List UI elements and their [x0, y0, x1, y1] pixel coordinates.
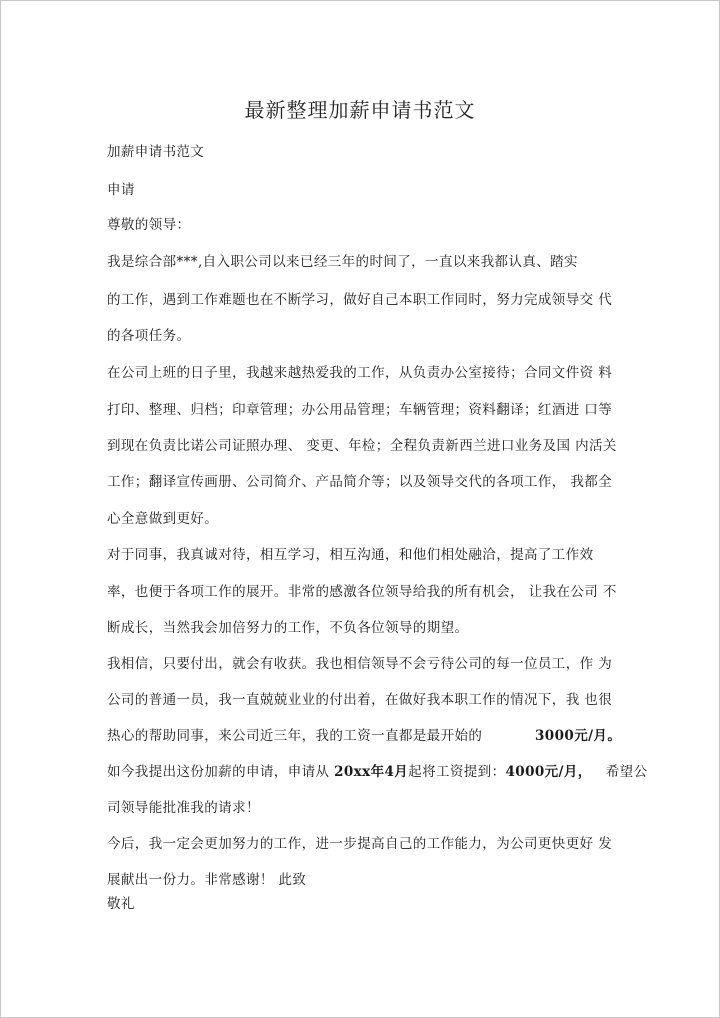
paragraph-line: [107, 724, 621, 744]
paragraph-line: 的各项任务。: [107, 328, 191, 344]
paragraph-line: 对于同事，我真诚对待，相互学习，相互沟通，和他们相处融洽，提高了工作效: [107, 547, 594, 563]
paragraph-line: 司领导能批准我的请求！: [107, 800, 260, 816]
paragraph-line: 我是综合部***,自入职公司以来已经三年的时间了，一直以来我都认真、踏实: [107, 254, 578, 270]
salary-text: 热心的帮助同事，来公司近三年，我的工资一直都是最开始的: [107, 728, 483, 744]
paragraph-line: 的工作，遇到工作难题也在不断学习，做好自己本职工作同时，努力完成领导交 代: [107, 292, 613, 308]
paragraph-line: 展献出一份力。非常感谢！ 此致: [107, 872, 307, 888]
paragraph-line: 工作；翻译宣传画册、公司简介、产品简介等；以及领导交代的各项工作， 我都全: [107, 474, 613, 490]
paragraph-line: 到现在负责比诺公司证照办理、 变更、年检；全程负责新西兰进口业务及国 内活关: [107, 438, 617, 454]
current-salary: 3000元/月。: [535, 728, 622, 744]
paragraph-line: 心全意做到更好。: [107, 511, 219, 527]
paragraph-line: 公司的普通一员，我一直兢兢业业的付出着，在做好我本职工作的情况下，我 也很: [107, 692, 613, 708]
document-title: 最新整理加薪申请书范文: [244, 98, 476, 122]
request-text-b: 起将工资提到：: [408, 764, 506, 780]
closing: 敬礼: [107, 896, 135, 912]
request-date: 20xx年4月: [334, 764, 409, 780]
paragraph-line: 断成长，当然我会加倍努力的工作，不负各位领导的期望。: [107, 620, 469, 636]
paragraph-line: 率，也便于各项工作的展开。非常的感激各位领导给我的所有机会， 让我在公司 不: [107, 584, 617, 600]
paragraph-line: 我相信，只要付出，就会有收获。我也相信领导不会亏待公司的每一位员工，作 为: [107, 656, 613, 672]
request-text-c: 希望公: [591, 764, 648, 780]
paragraph-line: 在公司上班的日子里，我越来越热爱我的工作，从负责办公室接待；合同文件资 料: [107, 365, 613, 381]
subtitle: 加薪申请书范文: [107, 144, 205, 160]
label-apply: 申请: [107, 182, 135, 198]
paragraph-line: 今后，我一定会更加努力的工作，进一步提高自己的工作能力，为公司更快更好 发: [107, 836, 613, 852]
requested-salary: 4000元/月，: [505, 764, 592, 780]
salutation: 尊敬的领导：: [107, 217, 191, 233]
paragraph-line: 打印、整理、归档；印章管理；办公用品管理；车辆管理；资料翻译；红酒进 口等: [107, 402, 613, 418]
request-text-a: 如今我提出这份加薪的申请，申请从: [107, 764, 335, 780]
paragraph-line: [107, 760, 647, 780]
